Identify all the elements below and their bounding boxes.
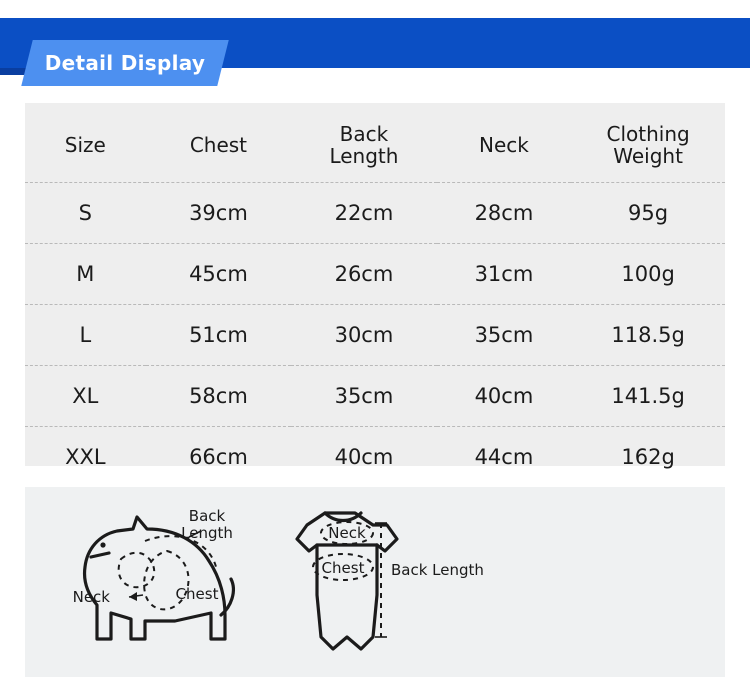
cell-weight: 100g — [621, 262, 675, 286]
banner-title-wrap — [27, 40, 223, 86]
column-header-size: Size — [64, 132, 106, 157]
cell-size: L — [79, 323, 92, 347]
table-row — [25, 366, 725, 427]
table-row — [25, 305, 725, 366]
cell-chest: 39cm — [189, 201, 248, 225]
cell-neck: 31cm — [474, 262, 534, 286]
size-chart-body — [25, 183, 725, 488]
cell-weight: 162g — [621, 445, 675, 469]
size-chart-table — [25, 103, 725, 487]
size-chart-card — [25, 103, 725, 469]
column-header-neck: Neck — [479, 132, 529, 157]
column-header-chest: Chest — [189, 132, 248, 157]
page-title: Detail Display — [44, 51, 206, 75]
dog-chest-label: Chest — [175, 585, 219, 603]
garment-neck-label: Neck — [328, 524, 366, 542]
column-header-clothing-weight: Clothing Weight — [606, 121, 690, 168]
cell-chest: 45cm — [189, 262, 248, 286]
column-header-back-length: Back Length — [329, 121, 399, 168]
table-row — [25, 183, 725, 244]
table-row — [25, 427, 725, 488]
cell-size: XL — [72, 384, 99, 408]
table-header-row — [25, 103, 725, 183]
cell-back-length: 40cm — [334, 445, 394, 469]
cell-neck: 28cm — [474, 201, 534, 225]
table-row — [25, 244, 725, 305]
cell-neck: 40cm — [474, 384, 534, 408]
cell-chest: 66cm — [189, 445, 248, 469]
garment-back-length-label: Back Length — [391, 561, 484, 579]
cell-back-length: 30cm — [334, 323, 394, 347]
cell-back-length: 26cm — [334, 262, 394, 286]
cell-back-length: 35cm — [334, 384, 394, 408]
cell-size: M — [76, 262, 95, 286]
cell-weight: 141.5g — [611, 384, 685, 408]
neck-guide — [119, 553, 155, 588]
measurement-diagram-card — [25, 487, 725, 677]
cell-back-length: 22cm — [334, 201, 394, 225]
cell-neck: 35cm — [474, 323, 534, 347]
cell-chest: 51cm — [189, 323, 248, 347]
cell-neck: 44cm — [474, 445, 534, 469]
cell-weight: 118.5g — [611, 323, 685, 347]
detail-display-banner — [0, 18, 750, 74]
size-chart-head — [25, 103, 725, 183]
garment-chest-label: Chest — [321, 559, 365, 577]
dog-back-length-label-line1: Back Length — [181, 507, 233, 542]
cell-chest: 58cm — [189, 384, 248, 408]
cell-weight: 95g — [628, 201, 669, 225]
measurement-diagram-svg — [25, 487, 725, 677]
cell-size: S — [78, 201, 92, 225]
cell-size: XXL — [65, 445, 106, 469]
neck-arrow — [129, 592, 137, 601]
dog-neck-label: Neck — [72, 588, 110, 606]
